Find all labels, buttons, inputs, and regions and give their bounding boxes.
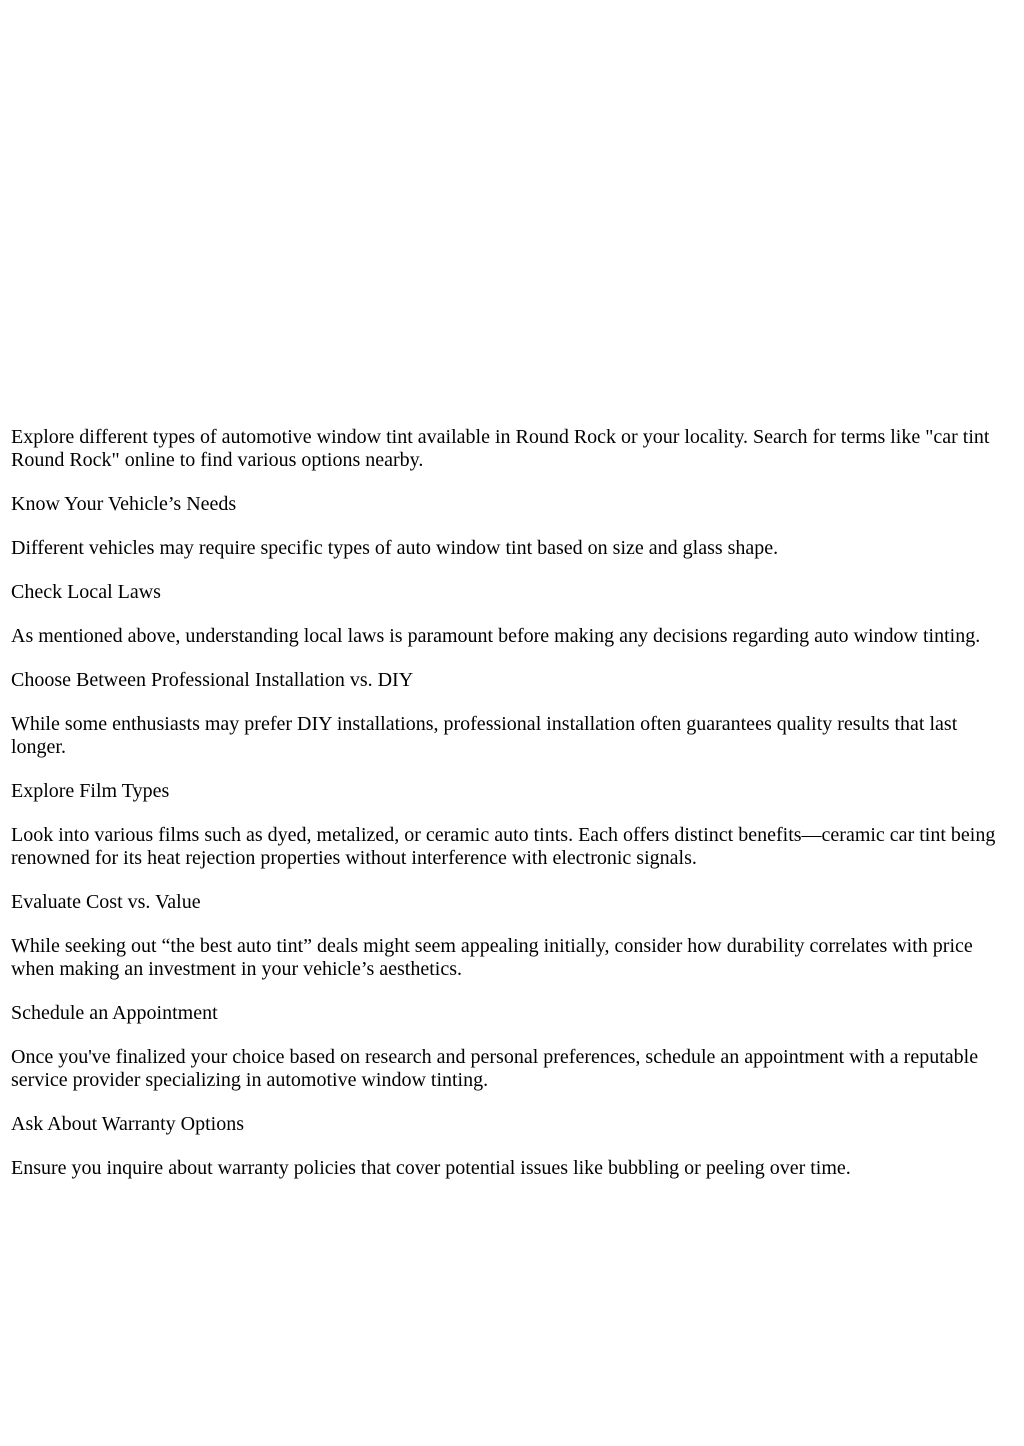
document-body — [11, 426, 1015, 1180]
paragraph-appointment: Once you've finalized your choice based on research and personal preferences, schedule an appointment with a reputable service provider specializing in automotive window tinting. — [11, 1046, 979, 1091]
heading-warranty: Ask About Warranty Options — [11, 1113, 245, 1135]
paragraph-warranty: Ensure you inquire about warranty policies that cover potential issues like bubbling or peeling over time. — [11, 1157, 851, 1179]
heading-local-laws: Check Local Laws — [11, 581, 161, 603]
paragraph-vehicle-needs: Different vehicles may require specific types of auto window tint based on size and glass shape. — [11, 537, 779, 559]
paragraph-film-types: Look into various films such as dyed, metalized, or ceramic auto tints. Each offers distinct benefits—ceramic car tint being renowned for its heat rejection properties without interference with electronic signals. — [11, 824, 996, 869]
intro-paragraph: Explore different types of automotive window tint available in Round Rock or your locality. Search for terms like "car tint Round Rock" online to find various options nearby. — [11, 426, 990, 471]
heading-appointment: Schedule an Appointment — [11, 1002, 218, 1024]
paragraph-installation: While some enthusiasts may prefer DIY installations, professional installation often guarantees quality results that last longer. — [11, 713, 958, 758]
heading-cost-value: Evaluate Cost vs. Value — [11, 891, 201, 913]
paragraph-cost-value: While seeking out “the best auto tint” deals might seem appealing initially, consider how durability correlates with price when making an investment in your vehicle’s aesthetics. — [11, 935, 973, 980]
heading-installation: Choose Between Professional Installation vs. DIY — [11, 669, 414, 691]
heading-vehicle-needs: Know Your Vehicle’s Needs — [11, 493, 237, 515]
paragraph-local-laws: As mentioned above, understanding local laws is paramount before making any decisions regarding auto window tinting. — [11, 625, 981, 647]
heading-film-types: Explore Film Types — [11, 780, 170, 802]
